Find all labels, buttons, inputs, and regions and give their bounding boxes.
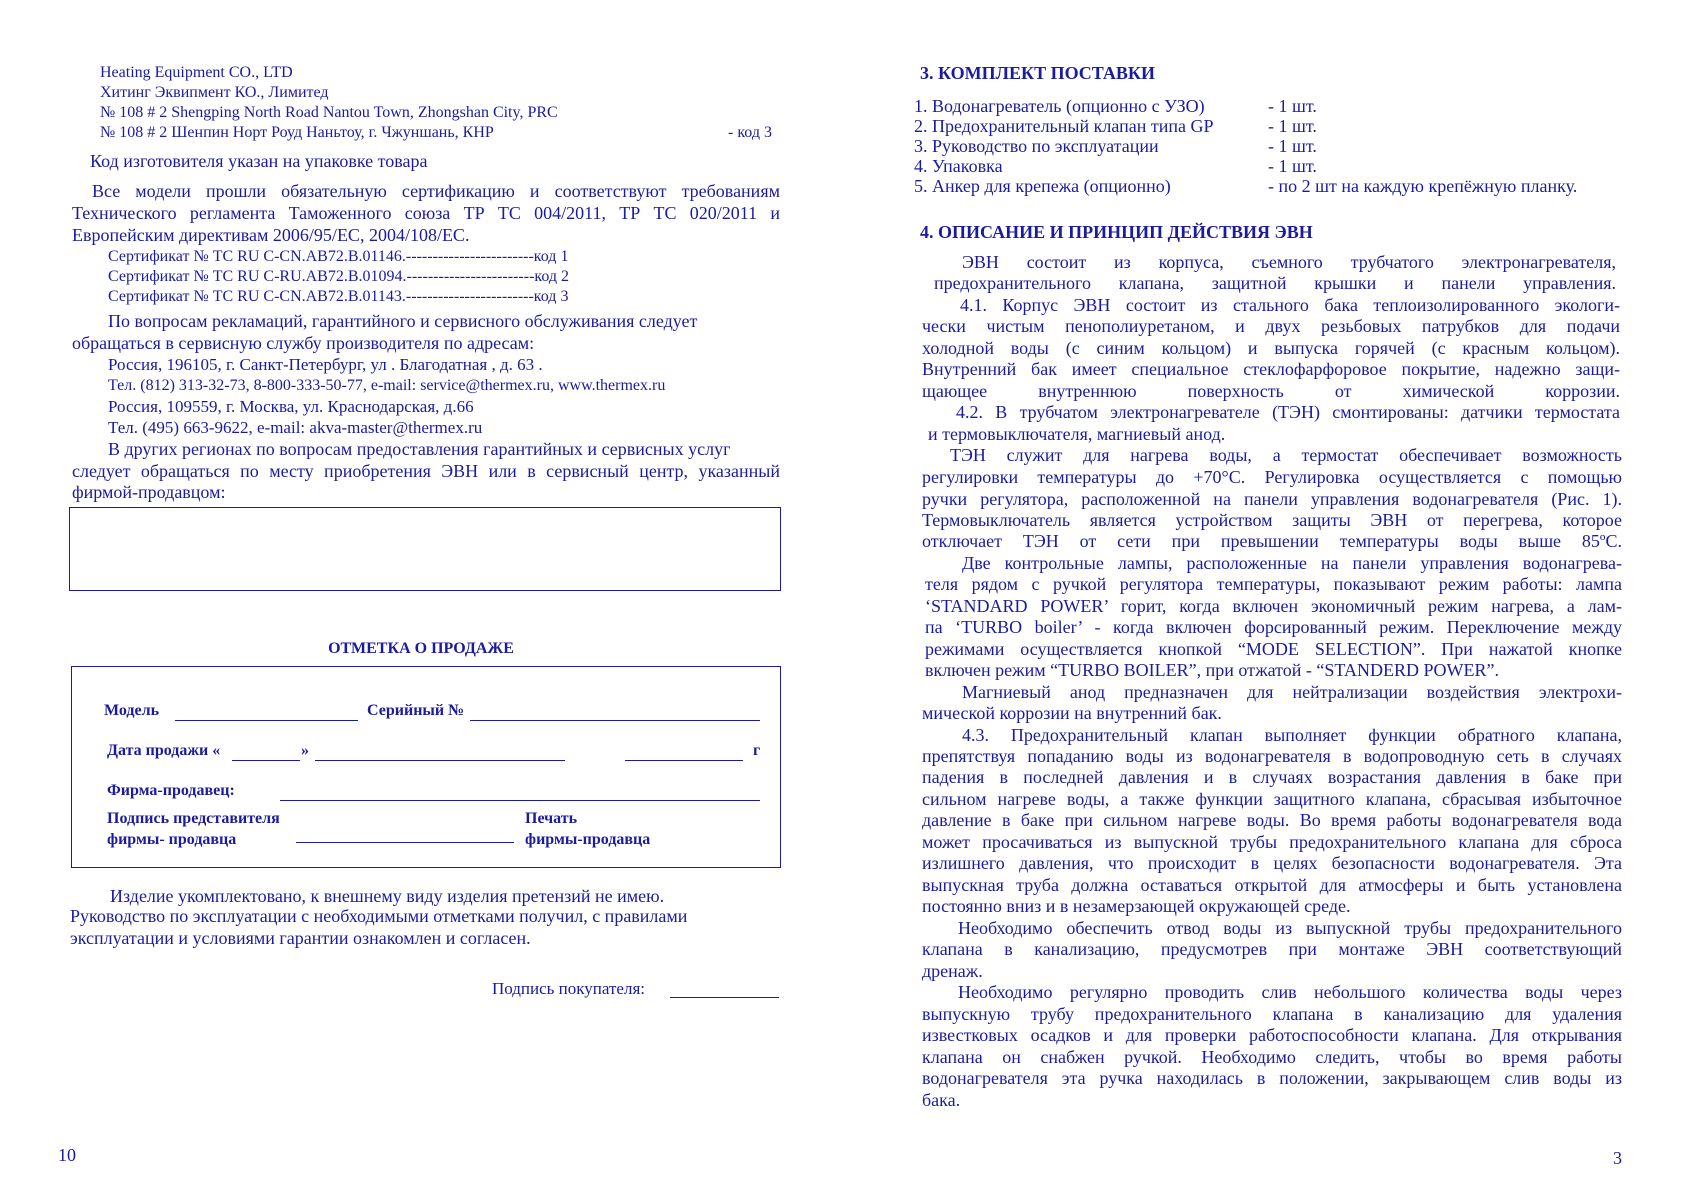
stamp-label-line-1: Печать bbox=[525, 810, 578, 827]
body-line: Необходимо обеспечить отвод воды из выпускной трубы предохранительного bbox=[958, 918, 1622, 938]
body-line: регулировки температуры до +70°С. Регулировка осуществляется с помощью bbox=[922, 467, 1622, 487]
regions-line-3: фирмой-продавцом: bbox=[72, 482, 226, 502]
signature-label-line-2: фирмы- продавца bbox=[107, 831, 237, 848]
body-line: режимами осуществляется кнопкой “MODE SELECTION”. При нажатой кнопке bbox=[925, 639, 1622, 659]
service-address-1: Россия, 196105, г. Санкт-Петербург, ул . Благодатная , д. 63 . bbox=[108, 355, 543, 374]
section-3-title: 3. КОМПЛЕКТ ПОСТАВКИ bbox=[920, 63, 1155, 83]
body-line: ручки регулятора, расположенной на панели управления водонагревателя (Рис. 1). bbox=[922, 489, 1622, 509]
body-line: дренаж. bbox=[922, 961, 983, 981]
service-phone-1: Тел. (812) 313-32-73, 8-800-333-50-77, e-mail: service@thermex.ru, www.thermex.ru bbox=[108, 377, 666, 394]
kit-item-quantity: - по 2 шт на каждую крепёжную планку. bbox=[1268, 176, 1578, 196]
service-center-box[interactable] bbox=[69, 507, 781, 591]
body-line: 4.1. Корпус ЭВН состоит из стального бака теплоизолированного экологи- bbox=[960, 295, 1620, 315]
kit-item-name: 1. Водонагреватель (опционно с УЗО) bbox=[914, 96, 1205, 116]
kit-item-name: 2. Предохранительный клапан типа GP bbox=[914, 116, 1214, 136]
body-line: давление в баке при сильном нагреве воды. Во время работы водонагревателя вода bbox=[922, 810, 1622, 830]
section-4-title: 4. ОПИСАНИЕ И ПРИНЦИП ДЕЙСТВИЯ ЭВН bbox=[920, 222, 1313, 242]
body-line: ТЭН служит для нагрева воды, а термостат обеспечивает возможность bbox=[950, 445, 1622, 465]
body-line: может просачиваться из выпускной трубы предохранительного клапана для сброса bbox=[922, 832, 1622, 852]
body-line: препятствуя попаданию воды из водонагревателя в водопроводную сеть в случаях bbox=[922, 746, 1622, 766]
sale-date-close-quote: » bbox=[301, 742, 309, 759]
body-line: ‘STANDARD POWER’ горит, когда включен экономичный режим нагрева, а лам- bbox=[925, 596, 1622, 616]
service-line-2: обращаться в сервисную службу производителя по адресам: bbox=[72, 333, 535, 353]
regions-line-1: В других регионах по вопросам предоставления гарантийных и сервисных услуг bbox=[108, 439, 731, 459]
body-line: выпускная труба должна оставаться открытой для атмосферы и быть установлена bbox=[922, 875, 1622, 895]
page-number-left: 10 bbox=[58, 1145, 76, 1165]
stamp-label-line-2: фирмы-продавца bbox=[525, 831, 651, 848]
kit-item-quantity: - 1 шт. bbox=[1268, 96, 1317, 116]
body-line: предохранительного клапана, защитной крышки и панели управления. bbox=[934, 273, 1616, 293]
body-line: мической коррозии на внутренний бак. bbox=[922, 703, 1222, 723]
body-line: 4.3. Предохранительный клапан выполняет функции обратного клапана, bbox=[962, 725, 1622, 745]
body-line: выпускную трубу предохранительного клапана в канализацию для удаления bbox=[922, 1004, 1622, 1024]
body-line: падения в последней давления и в случаях возрастания давления в баке при bbox=[922, 767, 1622, 787]
body-line: Термовыключатель является устройством защиты ЭВН от перегрева, которое bbox=[922, 510, 1622, 530]
kit-item-name: 5. Анкер для крепежа (опционно) bbox=[914, 176, 1171, 196]
signature-label-line-1: Подпись представителя bbox=[107, 810, 280, 827]
body-line: и термовыключателя, магниевый анод. bbox=[928, 424, 1226, 444]
body-line: клапана в канализацию, предусмотрев при монтаже ЭВН соответствующий bbox=[922, 939, 1622, 959]
manufacturer-line-2: Хитинг Эквипмент КО., Лимитед bbox=[100, 84, 329, 101]
body-line: теля рядом с ручкой регулятора температуры, показывают режим работы: лампа bbox=[925, 574, 1622, 594]
body-line: известковых осадков и для проверки работоспособности клапана. Для открывания bbox=[922, 1025, 1622, 1045]
body-line: сильном нагреве воды, а также функции защитного клапана, сбрасывая избыточное bbox=[922, 789, 1622, 809]
model-field[interactable] bbox=[175, 720, 358, 721]
buyer-signature-field[interactable] bbox=[670, 997, 779, 998]
service-line-1: По вопросам рекламаций, гарантийного и сервисного обслуживания следует bbox=[108, 311, 698, 331]
manufacturer-line-1: Heating Equipment CO., LTD bbox=[100, 64, 293, 81]
body-line: Магниевый анод предназначен для нейтрализации воздействия электрохи- bbox=[962, 682, 1622, 702]
service-address-2: Россия, 109559, г. Москва, ул. Краснодарская, д.66 bbox=[108, 397, 474, 416]
kit-item-quantity: - 1 шт. bbox=[1268, 156, 1317, 176]
body-line: постоянно вниз и в незамерзающей окружающей среде. bbox=[922, 896, 1351, 916]
seller-label: Фирма-продавец: bbox=[107, 782, 235, 799]
service-phone-2: Тел. (495) 663-9622, e-mail: akva-master@thermex.ru bbox=[108, 418, 483, 437]
body-line: Внутренний бак имеет специальное стеклофарфоровое покрытие, надежно защи- bbox=[922, 359, 1620, 379]
body-line: холодной воды (с синим кольцом) и выпуска горячей (с красным кольцом). bbox=[922, 338, 1620, 358]
sale-year-field[interactable] bbox=[625, 760, 743, 761]
manufacturer-code: - код 3 bbox=[728, 124, 772, 141]
body-line: Необходимо регулярно проводить слив небольшого количества воды через bbox=[958, 982, 1622, 1002]
serial-number-label: Серийный № bbox=[367, 702, 465, 719]
kit-item-quantity: - 1 шт. bbox=[1268, 136, 1317, 156]
acceptance-line-3: эксплуатации и условиями гарантии ознакомлен и согласен. bbox=[70, 928, 531, 948]
body-line: чески чистым пенополиуретаном, и двух резьбовых патрубков для подачи bbox=[922, 316, 1620, 336]
body-line: излишнего давления, что происходит в целях безопасности водонагревателя. Эта bbox=[922, 853, 1622, 873]
kit-item bbox=[914, 176, 1578, 197]
manufacturer-line-4: № 108 # 2 Шенпин Норт Роуд Наньтоу, г. Чжуншань, КНР bbox=[100, 124, 494, 141]
sale-date-label: Дата продажи « bbox=[107, 742, 221, 759]
kit-item bbox=[914, 116, 1317, 137]
acceptance-line-1: Изделие укомплектовано, к внешнему виду изделия претензий не имею. bbox=[110, 886, 665, 906]
certificate-2: Сертификат № ТС RU С-RU.АВ72.В.01094.------------------------код 2 bbox=[108, 268, 570, 285]
regions-line-2: следует обращаться по месту приобретения ЭВН или в сервисный центр, указанный bbox=[72, 461, 780, 481]
kit-item bbox=[914, 96, 1317, 117]
sale-date-day-field[interactable] bbox=[232, 760, 300, 761]
kit-item-name: 3. Руководство по эксплуатации bbox=[914, 136, 1159, 156]
model-label: Модель bbox=[104, 702, 160, 719]
serial-number-field[interactable] bbox=[470, 720, 760, 721]
page-number-right: 3 bbox=[1613, 1148, 1622, 1168]
body-line: отключает ТЭН от сети при превышении температуры воды выше 85ºС. bbox=[922, 531, 1622, 551]
kit-item-quantity: - 1 шт. bbox=[1268, 116, 1317, 136]
body-line: Две контрольные лампы, расположенные на панели управления водонагрева- bbox=[962, 553, 1622, 573]
manufacturer-line-3: № 108 # 2 Shengping North Road Nantou Town, Zhongshan City, PRC bbox=[100, 104, 558, 121]
year-suffix: г bbox=[753, 742, 761, 759]
body-line: водонагревателя эта ручка находилась в положении, закрывающем слив воды из bbox=[922, 1068, 1622, 1088]
seller-signature-field[interactable] bbox=[296, 842, 514, 843]
body-line: ЭВН состоит из корпуса, съемного трубчатого электронагревателя, bbox=[962, 252, 1616, 272]
buyer-signature-label: Подпись покупателя: bbox=[492, 979, 645, 998]
certification-line-2: Технического регламента Таможенного союза ТР ТС 004/2011, ТР ТС 020/2011 и bbox=[72, 203, 780, 223]
sale-date-month-field[interactable] bbox=[315, 760, 565, 761]
body-line: 4.2. В трубчатом электронагревателе (ТЭН) смонтированы: датчики термостата bbox=[956, 402, 1620, 422]
body-line: включен режим “TURBO BOILER”, при отжатой - “STANDERD POWER”. bbox=[925, 660, 1499, 680]
manufacturer-code-note: Код изготовителя указан на упаковке товара bbox=[90, 151, 428, 171]
seller-field[interactable] bbox=[280, 800, 760, 801]
kit-item bbox=[914, 136, 1317, 157]
body-line: клапана он снабжен ручкой. Необходимо следить, чтобы во время работы bbox=[922, 1047, 1622, 1067]
sale-mark-title: ОТМЕТКА О ПРОДАЖЕ bbox=[328, 640, 514, 657]
body-line: бака. bbox=[922, 1090, 961, 1110]
kit-item-name: 4. Упаковка bbox=[914, 156, 1003, 176]
acceptance-line-2: Руководство по эксплуатации с необходимыми отметками получил, с правилами bbox=[70, 906, 688, 926]
kit-item bbox=[914, 156, 1317, 177]
certificate-3: Сертификат № ТС RU С-CN.АВ72.В.01143.------------------------код 3 bbox=[108, 288, 569, 305]
certification-line-3: Европейским директивам 2006/95/ЕС, 2004/108/ЕС. bbox=[72, 225, 470, 245]
certificate-1: Сертификат № ТС RU С-CN.АВ72.В.01146.------------------------код 1 bbox=[108, 248, 569, 265]
body-line: щающее внутреннюю поверхность от химической коррозии. bbox=[922, 381, 1620, 401]
certification-line-1: Все модели прошли обязательную сертификацию и соответствуют требованиям bbox=[92, 181, 780, 201]
body-line: па ‘TURBO boiler’ - когда включен форсированный режим. Переключение между bbox=[925, 617, 1622, 637]
